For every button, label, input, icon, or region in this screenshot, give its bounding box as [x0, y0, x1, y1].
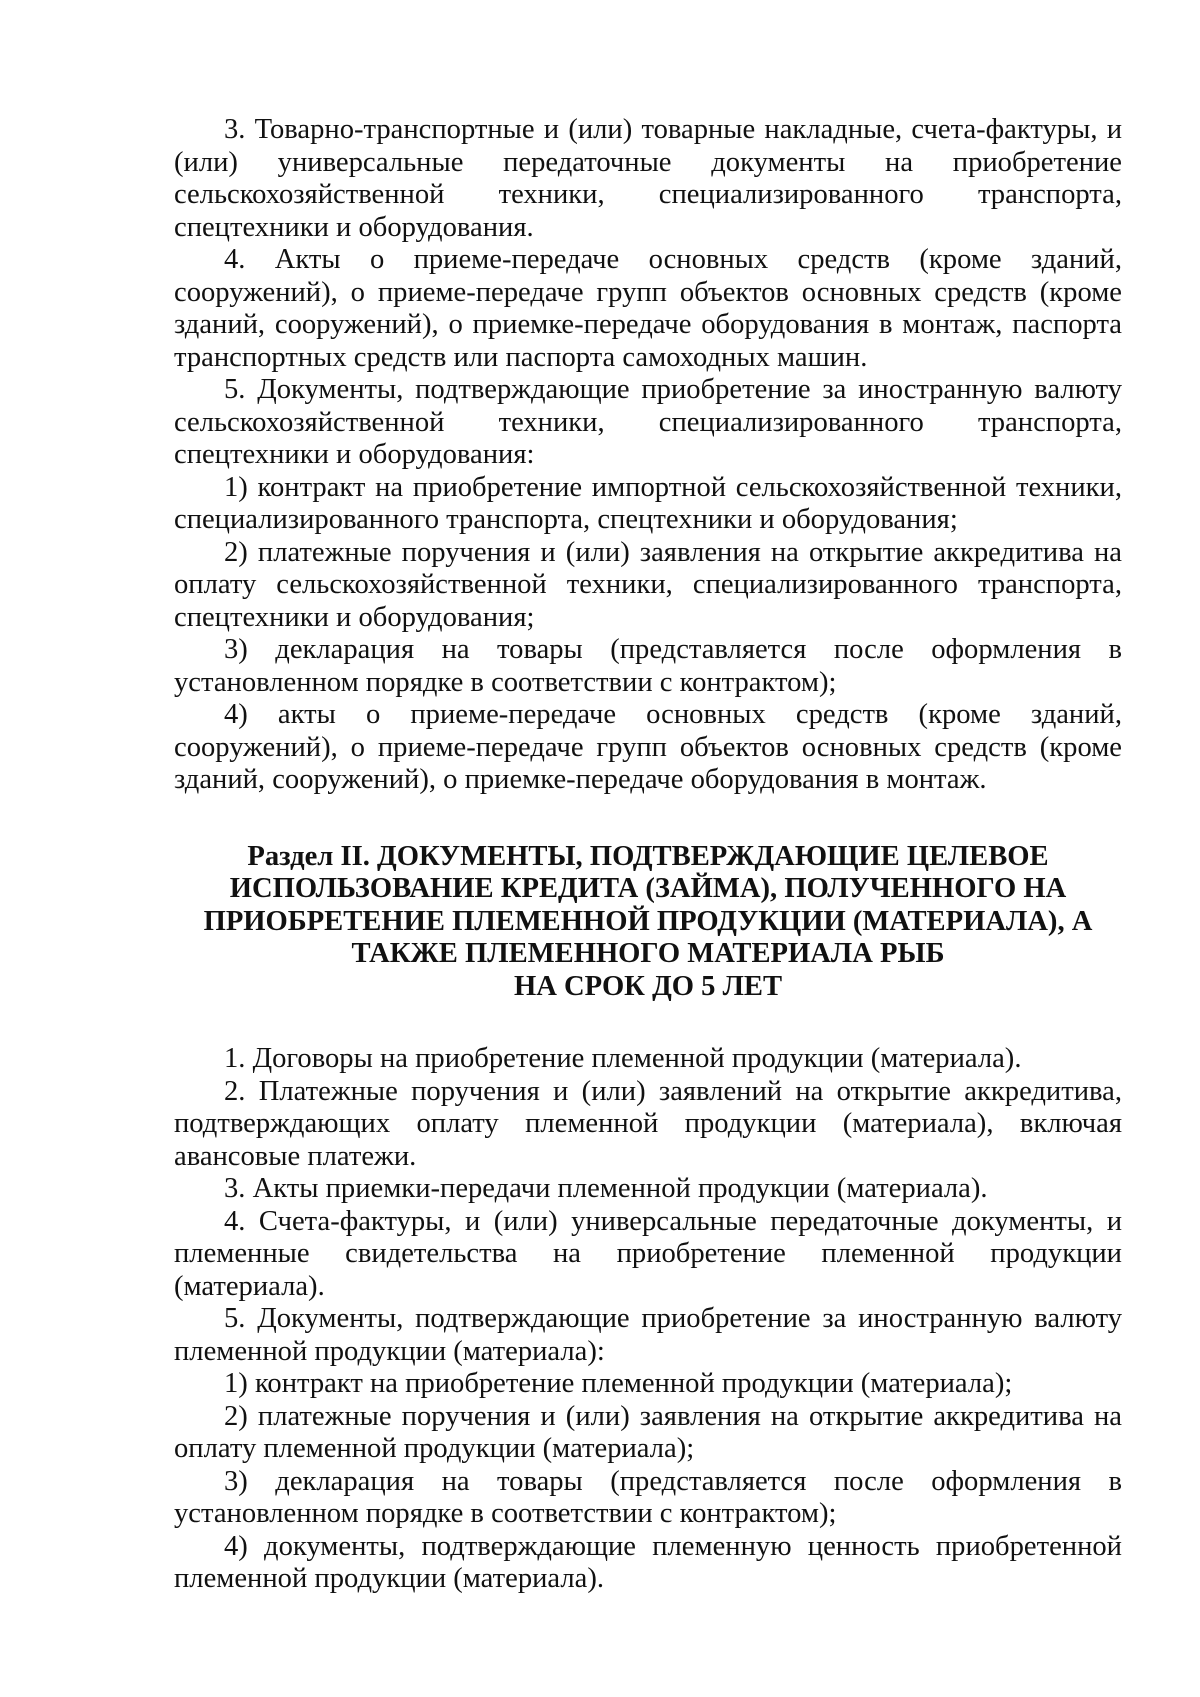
paragraph-s1-subitem-2: 2) платежные поручения и (или) заявления на открытие аккредитива на оплату сельскохозяйственной техники, специализированного транспорта, спецтехники и оборудования; [174, 536, 1122, 633]
document-page [174, 114, 1122, 1596]
paragraph-s2-subitem-3: 3) декларация на товары (представляется после оформления в установленном порядке в соответствии с контрактом); [174, 1465, 1122, 1529]
section1-tail [174, 114, 1122, 797]
section2-heading-line: НА СРОК ДО 5 ЛЕТ [513, 970, 783, 1002]
paragraph-s1-item-3: 3. Товарно-транспортные и (или) товарные накладные, счета-фактуры, и (или) универсальные передаточные документы на приобретение сельскохозяйственной техники, специализированного транспорта, спецтехники и оборудования. [174, 114, 1122, 243]
paragraph-s2-item-4: 4. Счета-фактуры, и (или) универсальные передаточные документы, и племенные свидетельства на приобретение племенной продукции (материала). [174, 1205, 1122, 1302]
paragraph-s1-subitem-1: 1) контракт на приобретение импортной сельскохозяйственной техники, специализированного транспорта, спецтехники и оборудования; [174, 471, 1122, 535]
section2-heading-line: ПРИОБРЕТЕНИЕ ПЛЕМЕННОЙ ПРОДУКЦИИ (МАТЕРИАЛА), А [203, 905, 1093, 937]
paragraph-s1-item-4: 4. Акты о приеме-передаче основных средств (кроме зданий, сооружений), о приеме-передаче групп объектов основных средств (кроме зданий, сооружений), о приемке-передаче оборудования в монтаж, паспорта транспортных средств или паспорта самоходных машин. [174, 244, 1122, 373]
section2-body [174, 1043, 1122, 1596]
section2-heading [174, 841, 1122, 1004]
section2-heading-line: Раздел II. ДОКУМЕНТЫ, ПОДТВЕРЖДАЮЩИЕ ЦЕЛЕВОЕ [247, 840, 1049, 872]
section2-heading-line: ИСПОЛЬЗОВАНИЕ КРЕДИТА (ЗАЙМА), ПОЛУЧЕННОГО НА [229, 873, 1067, 904]
paragraph-s1-subitem-3: 3) декларация на товары (представляется после оформления в установленном порядке в соответствии с контрактом); [174, 634, 1122, 698]
paragraph-s2-item-3: 3. Акты приемки-передачи племенной продукции (материала). [224, 1173, 988, 1204]
section2-heading-line: ТАКЖЕ ПЛЕМЕННОГО МАТЕРИАЛА РЫБ [351, 938, 945, 969]
paragraph-s2-item-5: 5. Документы, подтверждающие приобретение за иностранную валюту племенной продукции (материала): [174, 1303, 1122, 1367]
paragraph-s1-item-5: 5. Документы, подтверждающие приобретение за иностранную валюту сельскохозяйственной техники, специализированного транспорта, спецтехники и оборудования: [174, 374, 1122, 470]
paragraph-s1-subitem-4: 4) акты о приеме-передаче основных средств (кроме зданий, сооружений), о приеме-передаче групп объектов основных средств (кроме зданий, сооружений), о приемке-передаче оборудования в монтаж. [174, 699, 1122, 795]
paragraph-s2-item-1: 1. Договоры на приобретение племенной продукции (материала). [224, 1043, 1022, 1074]
paragraph-s2-item-2: 2. Платежные поручения и (или) заявлений на открытие аккредитива, подтверждающих оплату племенной продукции (материала), включая авансовые платежи. [174, 1075, 1122, 1172]
paragraph-s2-subitem-1: 1) контракт на приобретение племенной продукции (материала); [224, 1368, 1013, 1399]
paragraph-s2-subitem-2: 2) платежные поручения и (или) заявления на открытие аккредитива на оплату племенной продукции (материала); [174, 1400, 1122, 1464]
paragraph-s2-subitem-4: 4) документы, подтверждающие племенную ценность приобретенной племенной продукции (материала). [174, 1530, 1122, 1594]
